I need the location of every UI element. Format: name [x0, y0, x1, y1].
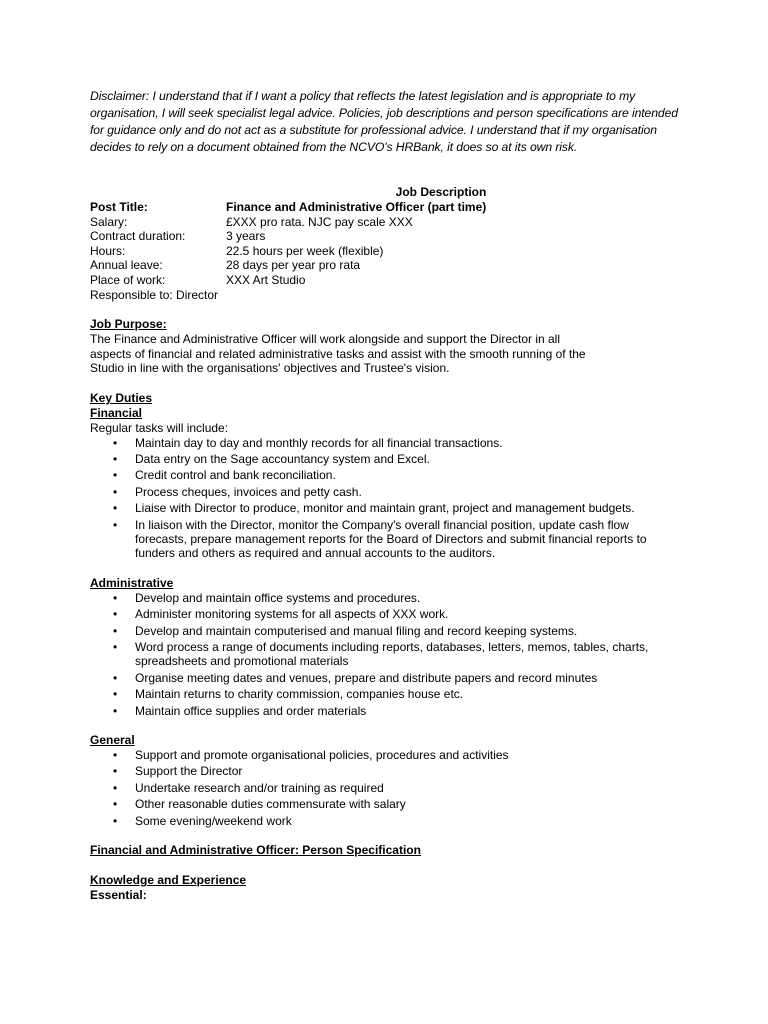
job-purpose-line: The Finance and Administrative Officer will work alongside and support the Director in all	[90, 332, 561, 347]
list-item-text: Maintain returns to charity commission, companies house etc.	[135, 687, 464, 702]
financial-heading: Financial	[90, 405, 143, 420]
list-item-text: Administer monitoring systems for all aspects of XXX work.	[135, 607, 449, 622]
list-item	[90, 748, 682, 762]
place-label: Place of work:	[90, 272, 166, 287]
place-value: XXX Art Studio	[226, 272, 306, 287]
list-item	[90, 501, 682, 515]
job-purpose-heading: Job Purpose:	[90, 317, 167, 332]
leave-label: Annual leave:	[90, 258, 163, 273]
bullet-icon: •	[113, 484, 118, 499]
list-item-text: Maintain office supplies and order materials	[135, 703, 367, 718]
list-item-text: Undertake research and/or training as required	[135, 780, 384, 795]
bullet-icon: •	[113, 501, 118, 516]
general-heading: General	[90, 733, 135, 748]
list-item-text: Support and promote organisational policies, procedures and activities	[135, 748, 509, 763]
list-item-text: In liaison with the Director, monitor the Company's overall financial position, update cash flow forecasts, prepare management reports for the Board of Directors and submit financial reports to funders and others as required and annual accounts to the auditors.	[135, 517, 647, 561]
bullet-icon: •	[113, 813, 118, 828]
bullet-icon: •	[113, 670, 118, 685]
list-item-text: Organise meeting dates and venues, prepare and distribute papers and record minutes	[135, 670, 598, 685]
bullet-icon: •	[113, 780, 118, 795]
list-item-text: Data entry on the Sage accountancy system and Excel.	[135, 451, 430, 466]
bullet-icon: •	[113, 623, 118, 638]
contract-row	[90, 229, 682, 244]
hours-label: Hours:	[90, 243, 126, 258]
bullet-icon: •	[113, 468, 118, 483]
list-item	[90, 436, 682, 450]
job-info-table	[90, 200, 682, 302]
list-item-text: Maintain day to day and monthly records for all financial transactions.	[135, 435, 503, 450]
leave-value: 28 days per year pro rata	[226, 258, 361, 273]
job-purpose-text	[90, 332, 682, 376]
administrative-heading: Administrative	[90, 575, 174, 590]
bullet-icon: •	[113, 451, 118, 466]
list-item-text: Credit control and bank reconciliation.	[135, 468, 336, 483]
list-item	[90, 607, 682, 621]
salary-label: Salary:	[90, 214, 128, 229]
disclaimer-text: Disclaimer: I understand that if I want a policy that reflects the latest legislation and is appropriate to my organisation, I will seek specialist legal advice. Policies, job descriptions and person specifications are intended for guidance only and do not act as a substitute for professional advice. I understand that if my organisation decides to rely on a document obtained from the NCVO's HRBank, it does so at its own risk.	[90, 89, 678, 154]
bullet-icon: •	[113, 703, 118, 718]
bullet-icon: •	[113, 607, 118, 622]
essential-label: Essential:	[90, 888, 147, 903]
leave-row	[90, 258, 682, 273]
bullet-icon: •	[113, 517, 118, 532]
list-item-text: Support the Director	[135, 764, 243, 779]
list-item	[90, 764, 682, 778]
list-item-text: Liaise with Director to produce, monitor and maintain grant, project and management budgets.	[135, 501, 635, 516]
financial-list	[90, 436, 682, 561]
post-title-label: Post Title:	[90, 200, 148, 214]
person-spec-heading: Financial and Administrative Officer: Person Specification	[90, 843, 421, 858]
contract-label: Contract duration:	[90, 229, 186, 244]
list-item-text: Develop and maintain computerised and manual filing and record keeping systems.	[135, 623, 578, 638]
bullet-icon: •	[113, 590, 118, 605]
administrative-list	[90, 591, 682, 718]
post-title-value: Finance and Administrative Officer (part time)	[226, 200, 487, 214]
place-row	[90, 273, 682, 288]
key-duties-heading: Key Duties	[90, 390, 153, 405]
list-item-text: Develop and maintain office systems and procedures.	[135, 590, 421, 605]
bullet-icon: •	[113, 764, 118, 779]
list-item	[90, 452, 682, 466]
financial-intro: Regular tasks will include:	[90, 420, 229, 435]
list-item	[90, 624, 682, 638]
knowledge-heading: Knowledge and Experience	[90, 873, 247, 888]
list-item-text: Process cheques, invoices and petty cash.	[135, 484, 362, 499]
salary-value: £XXX pro rata. NJC pay scale XXX	[226, 214, 413, 229]
contract-value: 3 years	[226, 229, 266, 244]
list-item	[90, 687, 682, 701]
job-purpose-line: Studio in line with the organisations' objectives and Trustee's vision.	[90, 361, 450, 376]
bullet-icon: •	[113, 748, 118, 763]
responsible-to: Responsible to: Director	[90, 287, 219, 302]
bullet-icon: •	[113, 797, 118, 812]
hours-value: 22.5 hours per week (flexible)	[226, 243, 384, 258]
job-description-title: Job Description	[395, 185, 487, 199]
list-item-text: Some evening/weekend work	[135, 813, 292, 828]
hours-row	[90, 244, 682, 259]
bullet-icon: •	[113, 435, 118, 450]
bullet-icon: •	[113, 640, 118, 654]
document-page	[90, 88, 682, 903]
bullet-icon: •	[113, 687, 118, 702]
list-item	[90, 704, 682, 718]
list-item	[90, 518, 682, 561]
list-item-text: Word process a range of documents including reports, databases, letters, memos, tables, charts, spreadsheets and promotional materials	[135, 640, 649, 669]
general-list	[90, 748, 682, 828]
list-item	[90, 468, 682, 482]
job-purpose-line: aspects of financial and related administrative tasks and assist with the smooth running of the	[90, 346, 586, 361]
post-title-row	[90, 200, 682, 215]
list-item	[90, 591, 682, 605]
list-item	[90, 797, 682, 811]
list-item	[90, 814, 682, 828]
list-item	[90, 671, 682, 685]
salary-row	[90, 215, 682, 230]
list-item-text: Other reasonable duties commensurate with salary	[135, 797, 406, 812]
list-item	[90, 485, 682, 499]
list-item	[90, 640, 682, 669]
list-item	[90, 781, 682, 795]
